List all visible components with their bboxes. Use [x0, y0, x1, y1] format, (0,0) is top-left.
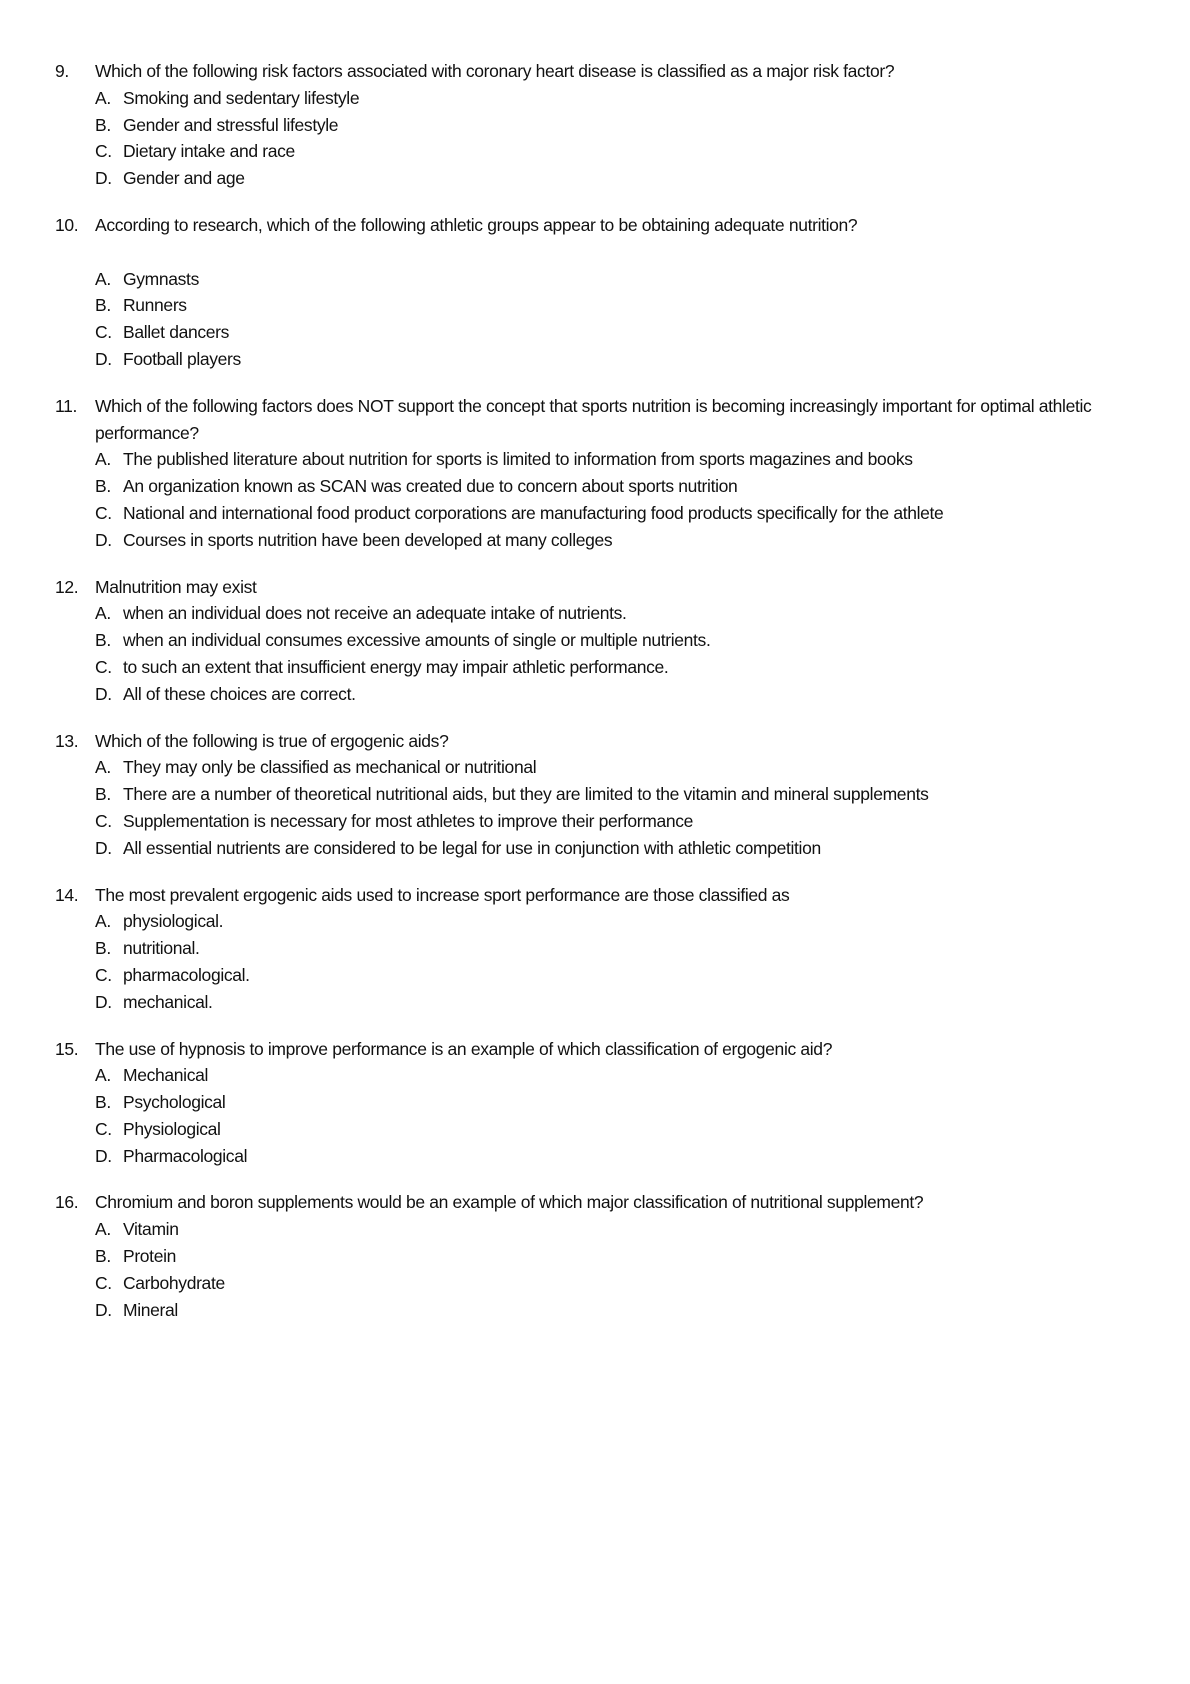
option-letter: D. — [95, 991, 112, 1012]
option-text: to such an extent that insufficient energy may impair athletic performance. — [123, 656, 669, 677]
answer-option — [95, 654, 1123, 681]
option-text: when an individual does not receive an adequate intake of nutrients. — [123, 603, 627, 624]
answer-option — [95, 446, 1123, 473]
option-letter: D. — [95, 683, 112, 704]
question-item — [55, 393, 1135, 554]
option-letter: B. — [95, 938, 111, 959]
answer-option — [95, 1116, 1123, 1143]
question-stem: Which of the following is true of ergogenic aids? — [95, 730, 449, 751]
question-item — [55, 58, 1135, 192]
answer-option — [95, 1089, 1123, 1116]
answer-option — [95, 500, 1123, 527]
question-stem: Chromium and boron supplements would be an example of which major classification of nutritional supplement? — [95, 1192, 924, 1213]
option-text: Mineral — [123, 1299, 178, 1320]
answer-option — [95, 835, 1123, 862]
option-text: Pharmacological — [123, 1145, 248, 1166]
option-letter: D. — [95, 168, 112, 189]
option-text: Gender and age — [123, 168, 245, 189]
option-text: An organization known as SCAN was created due to concern about sports nutrition — [123, 476, 738, 497]
option-letter: C. — [95, 656, 112, 677]
option-text: Ballet dancers — [123, 322, 229, 343]
option-text: National and international food product corporations are manufacturing food products specifically for the athlete — [123, 502, 944, 523]
answer-option — [95, 138, 1123, 165]
option-text: Supplementation is necessary for most athletes to improve their performance — [123, 810, 694, 831]
answer-option — [95, 1216, 1123, 1243]
question-item — [55, 1036, 1135, 1170]
option-letter: B. — [95, 114, 111, 135]
option-letter: D. — [95, 1299, 112, 1320]
option-letter: C. — [95, 1118, 112, 1139]
question-stem: Which of the following risk factors associated with coronary heart disease is classified as a major risk factor? — [95, 61, 895, 81]
option-text: when an individual consumes excessive amounts of single or multiple nutrients. — [123, 630, 711, 651]
option-letter: C. — [95, 964, 112, 985]
answer-option — [95, 1270, 1123, 1297]
question-item — [55, 574, 1135, 708]
option-text: Smoking and sedentary lifestyle — [123, 87, 360, 108]
option-text: Courses in sports nutrition have been developed at many colleges — [123, 529, 613, 550]
option-text: Gymnasts — [123, 268, 199, 289]
answer-option — [95, 165, 1123, 192]
option-letter: A. — [95, 1219, 111, 1240]
question-stem: Malnutrition may exist — [95, 576, 257, 597]
answer-option — [95, 319, 1123, 346]
option-letter: A. — [95, 911, 111, 932]
answer-option — [95, 112, 1123, 139]
option-text: Mechanical — [123, 1065, 209, 1086]
answer-option — [95, 1243, 1123, 1270]
question-item — [55, 882, 1135, 1016]
answer-option — [95, 1297, 1123, 1324]
option-letter: A. — [95, 603, 111, 624]
answer-option — [95, 962, 1123, 989]
answer-option — [95, 600, 1123, 627]
option-letter: B. — [95, 476, 111, 497]
answer-option — [95, 292, 1123, 319]
option-text: nutritional. — [123, 938, 200, 959]
option-letter: B. — [95, 630, 111, 651]
answer-option — [95, 908, 1123, 935]
question-stem: Which of the following factors does NOT support the concept that sports nutrition is becoming increasingly important for optimal athletic performance? — [95, 395, 1092, 443]
option-letter: A. — [95, 87, 111, 108]
option-text: mechanical. — [123, 991, 213, 1012]
question-stem: The use of hypnosis to improve performance is an example of which classification of ergogenic aid? — [95, 1038, 833, 1059]
question-item — [55, 1189, 1135, 1323]
option-letter: B. — [95, 295, 111, 316]
question-item — [55, 728, 1135, 862]
option-text: physiological. — [123, 911, 224, 932]
option-text: pharmacological. — [123, 964, 250, 985]
option-letter: C. — [95, 141, 112, 162]
option-text: Protein — [123, 1246, 176, 1267]
question-number: 11. — [55, 395, 77, 416]
option-letter: C. — [95, 1272, 112, 1293]
option-text: Carbohydrate — [123, 1272, 225, 1293]
question-number: 12. — [55, 576, 79, 597]
option-letter: C. — [95, 810, 112, 831]
option-text: Gender and stressful lifestyle — [123, 114, 339, 135]
option-letter: A. — [95, 449, 111, 470]
answer-option — [95, 808, 1123, 835]
option-text: The published literature about nutrition for sports is limited to information from sports magazines and books — [123, 449, 913, 470]
answer-option — [95, 754, 1123, 781]
question-number: 16. — [55, 1192, 79, 1213]
option-text: Vitamin — [123, 1219, 179, 1240]
answer-option — [95, 473, 1123, 500]
answer-option — [95, 266, 1123, 293]
option-letter: A. — [95, 268, 111, 289]
option-text: Psychological — [123, 1092, 226, 1113]
answer-option — [95, 346, 1123, 373]
question-stem: The most prevalent ergogenic aids used to increase sport performance are those classified as — [95, 884, 790, 905]
answer-option — [95, 527, 1123, 554]
question-number: 10. — [55, 214, 79, 235]
option-text: They may only be classified as mechanical or nutritional — [123, 757, 537, 778]
question-item — [55, 212, 1135, 373]
question-stem: According to research, which of the following athletic groups appear to be obtaining adequate nutrition? — [95, 214, 858, 235]
option-letter: C. — [95, 322, 112, 343]
question-number: 9. — [55, 61, 69, 81]
option-letter: B. — [95, 1246, 111, 1267]
option-letter: D. — [95, 529, 112, 550]
option-text: All of these choices are correct. — [123, 683, 356, 704]
option-letter: B. — [95, 784, 111, 805]
answer-option — [95, 627, 1123, 654]
answer-option — [95, 681, 1123, 708]
option-letter: A. — [95, 757, 111, 778]
answer-option — [95, 1062, 1123, 1089]
answer-option — [95, 1143, 1123, 1170]
option-text: Physiological — [123, 1118, 221, 1139]
option-letter: D. — [95, 348, 112, 369]
option-letter: A. — [95, 1065, 111, 1086]
option-letter: C. — [95, 502, 112, 523]
option-text: Runners — [123, 295, 187, 316]
question-number: 13. — [55, 730, 79, 751]
option-letter: D. — [95, 1145, 112, 1166]
answer-option — [95, 989, 1123, 1016]
answer-option — [95, 935, 1123, 962]
option-text: There are a number of theoretical nutritional aids, but they are limited to the vitamin and mineral supplements — [123, 784, 929, 805]
option-letter: B. — [95, 1092, 111, 1113]
question-number: 15. — [55, 1038, 79, 1059]
option-text: Dietary intake and race — [123, 141, 295, 162]
option-letter: D. — [95, 837, 112, 858]
answer-option — [95, 781, 1123, 808]
question-number: 14. — [55, 884, 79, 905]
answer-option — [95, 85, 1123, 112]
option-text: Football players — [123, 348, 241, 369]
question-list — [55, 58, 1135, 1343]
option-text: All essential nutrients are considered to be legal for use in conjunction with athletic competition — [123, 837, 821, 858]
